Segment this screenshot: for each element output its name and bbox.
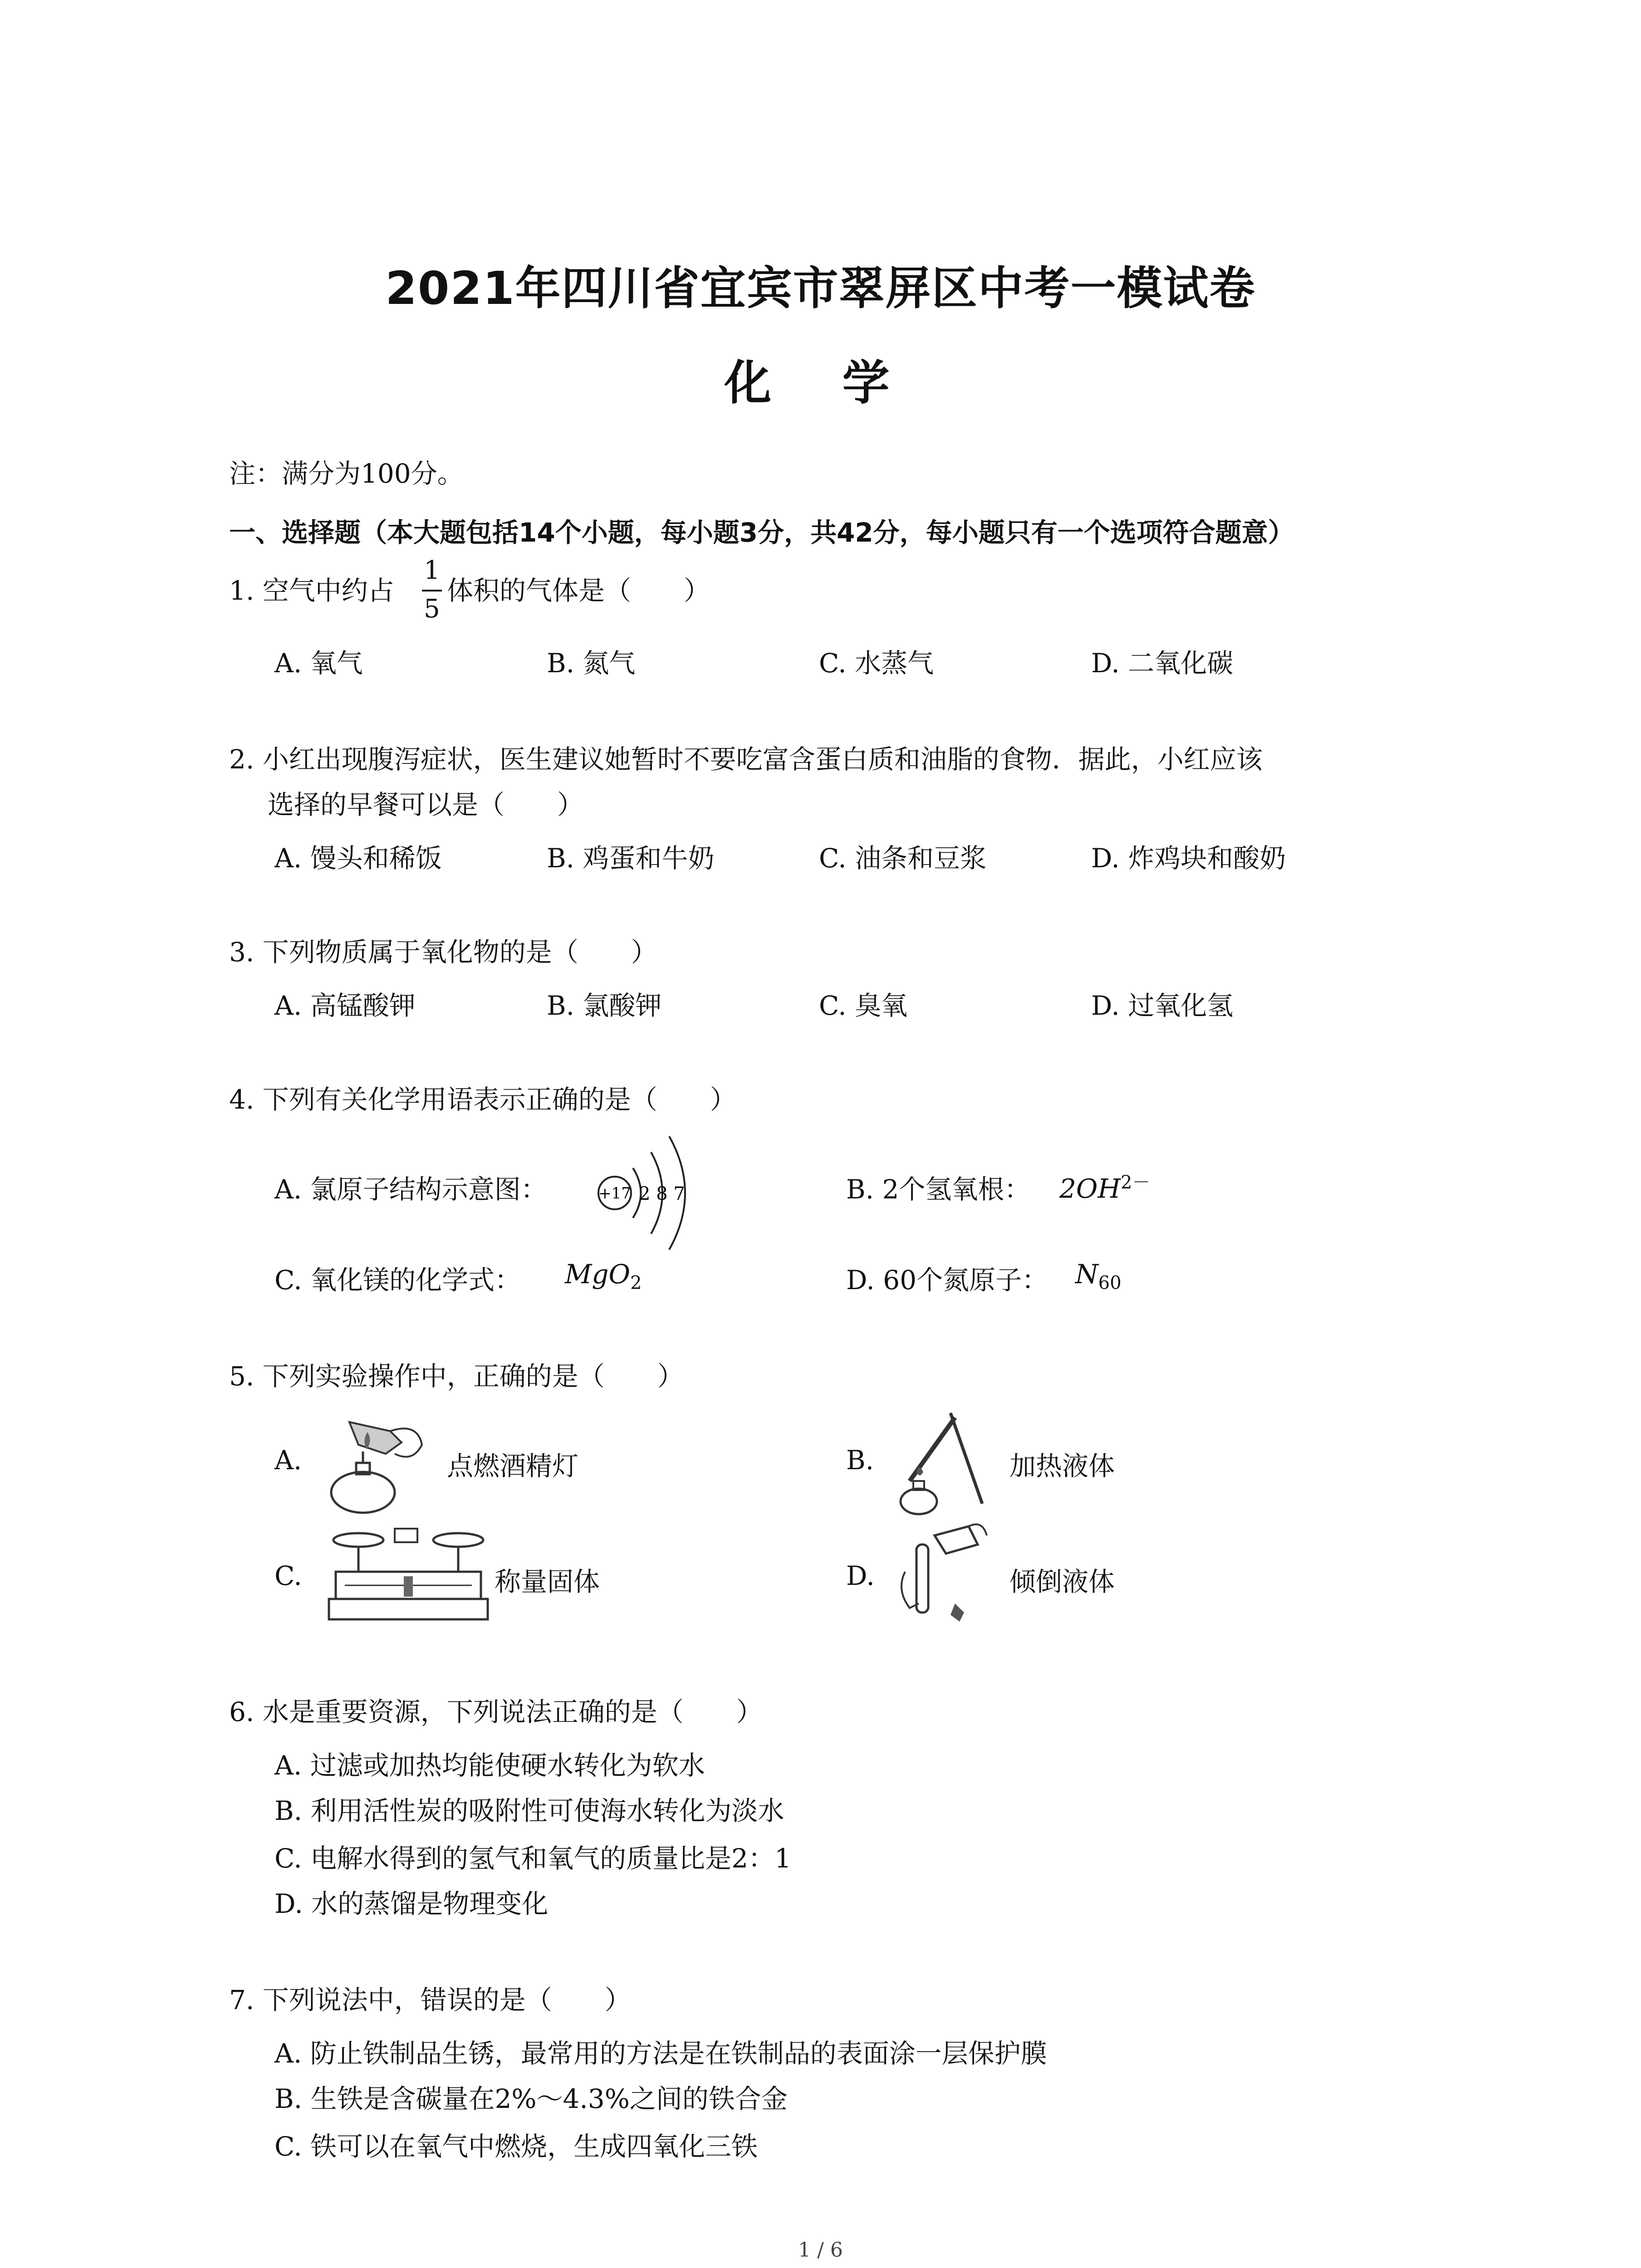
atom-nucleus-label: +17 xyxy=(598,1184,631,1202)
q5-option-a-letter: A. xyxy=(274,1445,302,1476)
q6-option-c: C. 电解水得到的氢气和氧气的质量比是2：1 xyxy=(274,1843,791,1874)
q6-option-a: A. 过滤或加热均能使硬水转化为软水 xyxy=(274,1750,705,1781)
exam-title: 2021年四川省宜宾市翠屏区中考一模试卷 xyxy=(385,262,1256,315)
score-note: 注：满分为100分。 xyxy=(229,458,464,489)
c-formula-base: MgO xyxy=(565,1259,631,1290)
page-number: 1 / 6 xyxy=(798,2239,843,2262)
q4-option-c-label: C. 氧化镁的化学式： xyxy=(274,1265,521,1295)
q1-option-b: B. 氮气 xyxy=(547,648,636,679)
q4-stem: 4. 下列有关化学用语表示正确的是（ ） xyxy=(229,1084,736,1115)
q6-stem: 6. 水是重要资源，下列说法正确的是（ ） xyxy=(229,1696,763,1727)
q3-option-b: B. 氯酸钾 xyxy=(547,990,662,1021)
q5-option-d-text: 倾倒液体 xyxy=(1009,1566,1115,1597)
heating-liquid-illustration xyxy=(892,1404,1000,1522)
section-heading: 一、选择题（本大题包括14个小题，每小题3分，共42分，每小题只有一个选项符合题意） xyxy=(229,517,1294,548)
q4-option-c-formula xyxy=(565,1259,642,1294)
balance-weighing-illustration xyxy=(327,1522,495,1631)
q4-option-d-label: D. 60个氮原子： xyxy=(846,1265,1048,1295)
q5-option-d-letter: D. xyxy=(846,1560,875,1591)
q6-option-d: D. 水的蒸馏是物理变化 xyxy=(274,1888,549,1919)
q6-option-b: B. 利用活性炭的吸附性可使海水转化为淡水 xyxy=(274,1795,784,1826)
q1-frac-den: 5 xyxy=(424,594,440,624)
q4-option-b-formula xyxy=(1059,1168,1150,1204)
q1-stem-pre: 1. 空气中约占 xyxy=(229,575,394,606)
q3-option-c: C. 臭氧 xyxy=(819,990,908,1021)
q4-option-a-label: A. 氯原子结构示意图： xyxy=(274,1174,547,1205)
q1-option-a: A. 氧气 xyxy=(274,648,363,679)
q5-option-b-text: 加热液体 xyxy=(1009,1451,1115,1481)
d-formula-subscript: 60 xyxy=(1098,1272,1122,1294)
q3-option-d: D. 过氧化氢 xyxy=(1091,990,1234,1021)
q4-option-d-formula xyxy=(1075,1259,1122,1294)
q2-option-d: D. 炸鸡块和酸奶 xyxy=(1091,843,1286,874)
d-formula-base: N xyxy=(1075,1259,1098,1290)
q5-option-a-text: 点燃酒精灯 xyxy=(447,1451,579,1481)
chlorine-atom-structure-diagram xyxy=(590,1125,717,1261)
q5-option-c-letter: C. xyxy=(274,1560,302,1591)
q5-option-c-text: 称量固体 xyxy=(495,1566,600,1597)
q7-option-c: C. 铁可以在氧气中燃烧，生成四氧化三铁 xyxy=(274,2131,758,2162)
q5-stem: 5. 下列实验操作中，正确的是（ ） xyxy=(229,1361,684,1392)
q5-option-b-letter: B. xyxy=(846,1445,874,1476)
atom-shells-label: 2 8 7 xyxy=(639,1183,685,1204)
pouring-liquid-illustration xyxy=(892,1517,991,1631)
q1-frac-bar xyxy=(422,590,442,591)
b-formula-charge: 2－ xyxy=(1121,1172,1151,1193)
q3-option-a: A. 高锰酸钾 xyxy=(274,990,416,1021)
q7-option-b: B. 生铁是含碳量在2%～4.3%之间的铁合金 xyxy=(274,2083,788,2114)
q2-option-a: A. 馒头和稀饭 xyxy=(274,843,442,874)
q1-option-c: C. 水蒸气 xyxy=(819,648,934,679)
alcohol-lamp-lighting-illustration xyxy=(322,1404,440,1522)
q2-option-c: C. 油条和豆浆 xyxy=(819,843,987,874)
q1-stem-post: 体积的气体是（ ） xyxy=(447,575,710,606)
q1-frac-num: 1 xyxy=(424,556,440,585)
q2-stem-line1: 2. 小红出现腹泻症状，医生建议她暂时不要吃富含蛋白质和油脂的食物．据此，小红应该 xyxy=(229,744,1263,775)
q7-stem: 7. 下列说法中，错误的是（ ） xyxy=(229,1984,631,2015)
q2-option-b: B. 鸡蛋和牛奶 xyxy=(547,843,715,874)
subject-title: 化 学 xyxy=(724,355,917,411)
q7-option-a: A. 防止铁制品生锈，最常用的方法是在铁制品的表面涂一层保护膜 xyxy=(274,2038,1047,2069)
q4-option-b-label: B. 2个氢氧根： xyxy=(846,1174,1031,1205)
q1-option-d: D. 二氧化碳 xyxy=(1091,648,1234,679)
c-formula-subscript: 2 xyxy=(630,1272,642,1294)
q2-stem-line2: 选择的早餐可以是（ ） xyxy=(268,789,584,820)
b-formula-base: 2OH xyxy=(1059,1173,1121,1204)
q3-stem: 3. 下列物质属于氧化物的是（ ） xyxy=(229,937,657,968)
